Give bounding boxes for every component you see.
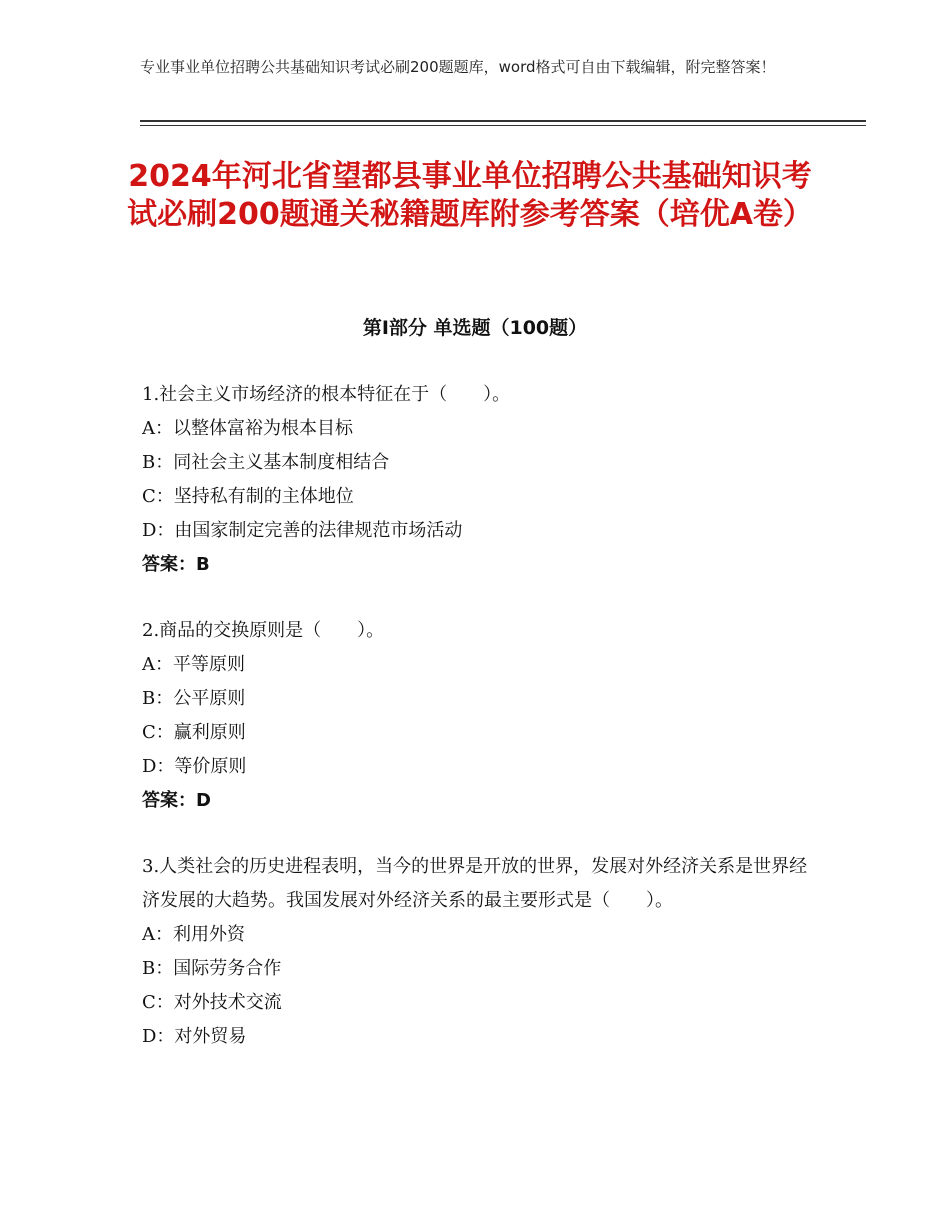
option-b: B：国际劳务合作 xyxy=(142,958,282,979)
option-a: A：以整体富裕为根本目标 xyxy=(142,418,353,439)
section-heading: 第I部分 单选题（100题） xyxy=(362,317,588,339)
option-b: B：同社会主义基本制度相结合 xyxy=(142,452,390,473)
option-c: C：赢利原则 xyxy=(142,722,246,743)
option-a: A：利用外资 xyxy=(142,924,245,945)
question-3 xyxy=(142,850,822,1054)
header-divider-thick xyxy=(140,120,866,122)
option-d: D：对外贸易 xyxy=(142,1026,247,1047)
option-d: D：由国家制定完善的法律规范市场活动 xyxy=(142,520,463,541)
option-a: A：平等原则 xyxy=(142,654,245,675)
option-d: D：等价原则 xyxy=(142,756,247,777)
question-stem: 2.商品的交换原则是（ ）。 xyxy=(142,620,385,641)
question-stem: 3.人类社会的历史进程表明，当今的世界是开放的世界，发展对外经济关系是世界经济发展的大趋势。我国发展对外经济关系的最主要形式是（ ）。 xyxy=(142,856,808,911)
option-c: C：坚持私有制的主体地位 xyxy=(142,486,354,507)
answer-line: 答案：B xyxy=(142,554,210,575)
option-c: C：对外技术交流 xyxy=(142,992,282,1013)
option-b: B：公平原则 xyxy=(142,688,246,709)
header-divider-thin xyxy=(140,125,866,126)
header-note: 专业事业单位招聘公共基础知识考试必刷200题题库，word格式可自由下载编辑，附完整答案！ xyxy=(140,58,776,76)
document-title: 2024年河北省望都县事业单位招聘公共基础知识考试必刷200题通关秘籍题库附参考答案（培优A卷） xyxy=(127,159,813,232)
question-stem: 1.社会主义市场经济的根本特征在于（ ）。 xyxy=(142,384,511,405)
question-2 xyxy=(142,614,822,818)
question-list xyxy=(142,378,822,1086)
question-1 xyxy=(142,378,822,582)
answer-line: 答案：D xyxy=(142,790,211,811)
